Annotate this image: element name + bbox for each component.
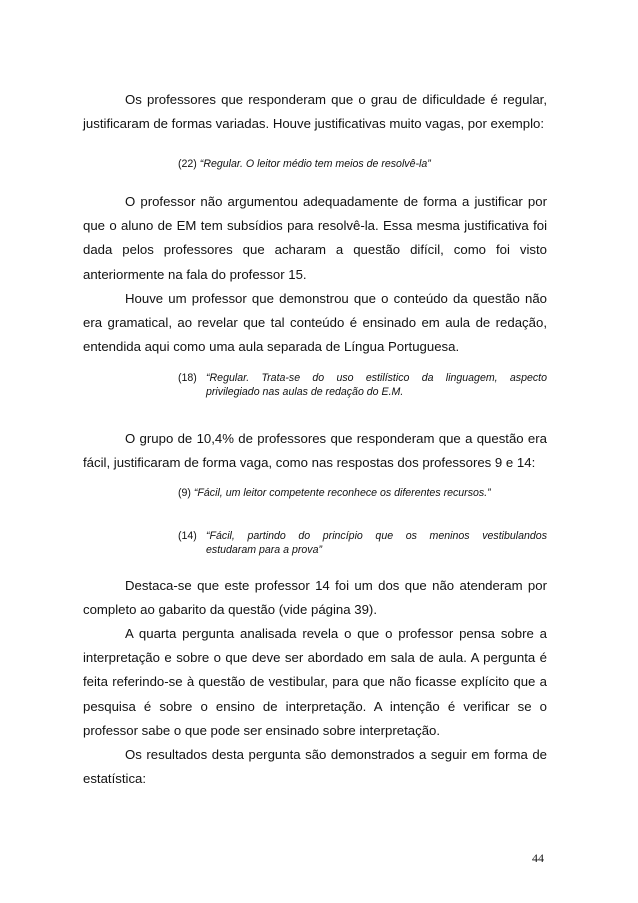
quote-text: “Regular. O leitor médio tem meios de resolvê-la”: [199, 158, 431, 170]
text-line: Os resultados desta pergunta são demonstrados a seguir em forma de: [125, 747, 547, 762]
quote-18: [178, 372, 547, 399]
text-line: Destaca-se que este professor 14 foi um dos que não atenderam por: [125, 578, 547, 593]
quote-lines: [206, 372, 547, 399]
quote-text: privilegiado nas aulas de redação do E.M.: [206, 385, 404, 398]
quote-text: “Fácil, partindo do princípio que os meninos vestibulandos: [206, 530, 547, 542]
text-line: fácil, justificaram de forma vaga, como nas respostas dos professores 9 e 14:: [83, 455, 536, 471]
quote-text: “Fácil, um leitor competente reconhece os diferentes recursos.”: [193, 487, 491, 499]
paragraph-6: [83, 622, 547, 743]
paragraph-4: [83, 427, 547, 475]
text-line: anteriormente na fala do professor 15.: [83, 266, 307, 282]
text-line: O grupo de 10,4% de professores que responderam que a questão era: [125, 431, 547, 446]
text-line: professor sabe o que pode ser ensinado sobre interpretação.: [83, 722, 441, 738]
text-line: interpretação e sobre o que deve ser abordado em sala de aula. A pergunta é: [83, 650, 547, 666]
paragraph-5: [83, 574, 547, 622]
quote-14: [178, 530, 547, 557]
text-line: pesquisa é sobre o ensino de interpretação. A intenção é verificar se o: [83, 698, 547, 714]
quote-9: [178, 487, 547, 501]
text-line: Houve um professor que demonstrou que o conteúdo da questão não: [125, 291, 547, 306]
text-line: A quarta pergunta analisada revela o que o professor pensa sobre a: [125, 626, 547, 641]
text-line: estatística:: [83, 771, 147, 787]
text-line: completo ao gabarito da questão (vide página 39).: [83, 602, 377, 618]
quote-22: [178, 158, 547, 172]
quote-number: (14): [178, 530, 197, 542]
text-line: Os professores que responderam que o grau de dificuldade é regular,: [125, 92, 547, 107]
text-line: dada pelos professores que acharam a questão difícil, como foi visto: [83, 242, 547, 258]
page-number: 44: [532, 851, 544, 865]
text-line: que o aluno de EM tem subsídios para resolvê-la. Essa mesma justificativa foi: [83, 218, 547, 234]
quote-number: (9): [178, 487, 191, 499]
quote-text: “Regular. Trata-se do uso estilístico da linguagem, aspecto: [206, 372, 547, 384]
text-line: O professor não argumentou adequadamente de forma a justificar por: [125, 194, 547, 209]
quote-lines: [206, 530, 547, 557]
text-line: feita referindo-se à questão de vestibular, para que não ficasse explícito que a: [83, 674, 547, 690]
paragraph-3: [83, 287, 547, 360]
paragraph-2: [83, 190, 547, 287]
paragraph-1: [83, 88, 547, 136]
text-line: entendida aqui como uma aula separada de Língua Portuguesa.: [83, 339, 460, 355]
quote-number: (18): [178, 372, 197, 384]
text-line: era gramatical, ao revelar que tal conteúdo é ensinado em aula de redação,: [83, 315, 547, 331]
quote-body: [178, 372, 547, 399]
quote-text: estudaram para a prova”: [206, 543, 323, 556]
quote-body: [178, 530, 547, 557]
text-line: justificaram de formas variadas. Houve justificativas muito vagas, por exemplo:: [83, 116, 545, 132]
paragraph-7: [83, 743, 547, 791]
quote-number: (22): [178, 158, 197, 170]
